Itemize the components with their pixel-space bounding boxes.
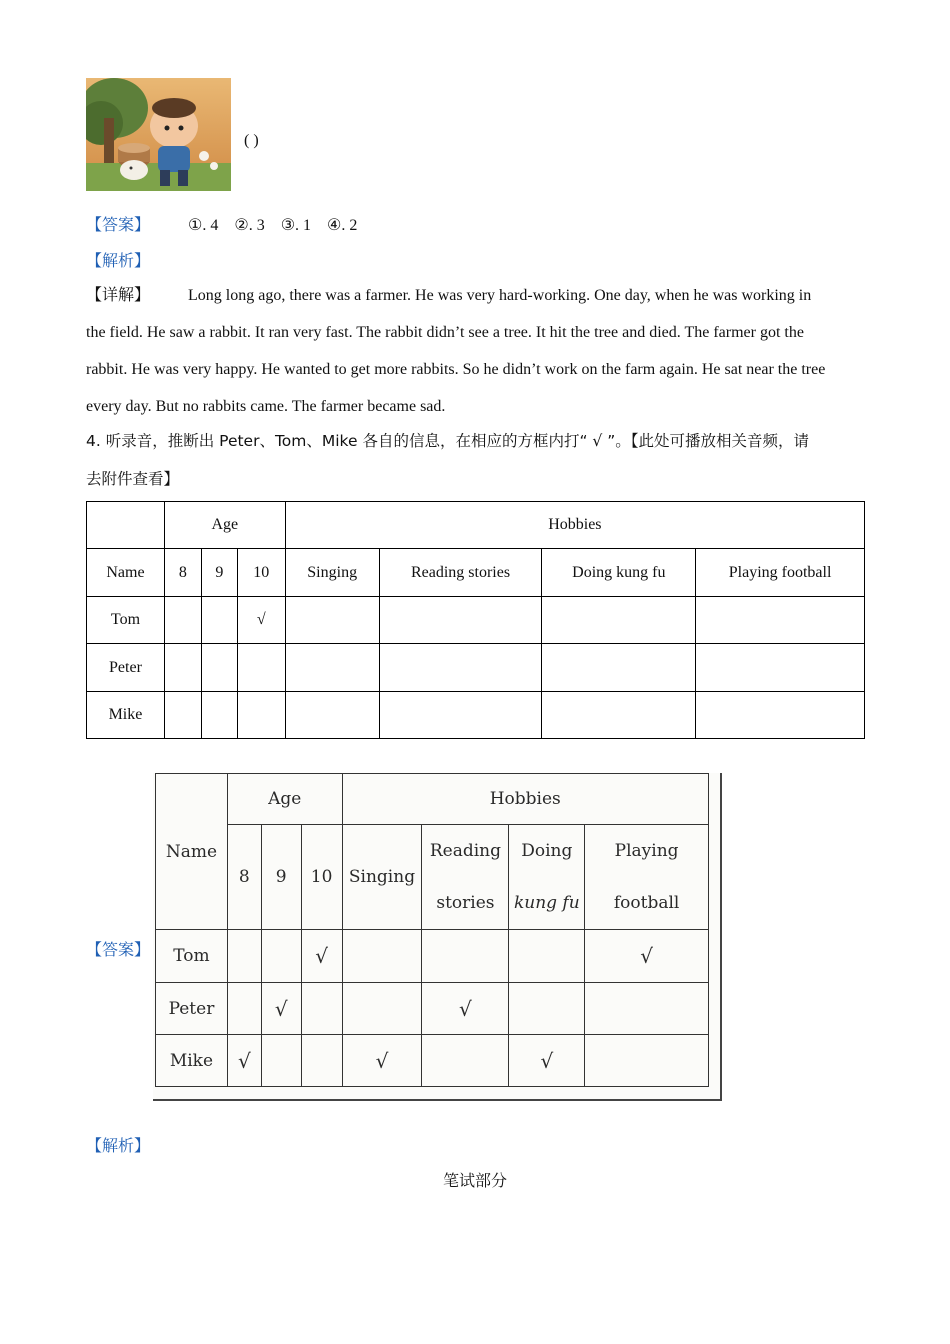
answer-text: ①. 4 ②. 3 ③. 1 ④. 2	[188, 217, 358, 234]
row-name: Mike	[87, 692, 165, 739]
check-cell[interactable]	[285, 644, 379, 692]
check-cell[interactable]	[542, 644, 696, 692]
table-row	[87, 644, 865, 692]
age-9-header: 9	[201, 549, 237, 597]
check-cell[interactable]	[379, 644, 542, 692]
check-cell	[422, 1035, 509, 1087]
hobby-football-header: Playing football	[696, 549, 865, 597]
row-name: Peter	[156, 983, 228, 1035]
age-8-header: 8	[164, 549, 201, 597]
hobbies-header: Hobbies	[285, 502, 864, 549]
check-cell[interactable]	[696, 597, 865, 644]
question-4-table	[86, 501, 865, 739]
question-4-text-cont: 去附件查看】	[86, 470, 180, 488]
check-cell[interactable]	[164, 644, 201, 692]
answer-age-8: 8	[227, 825, 261, 930]
check-cell[interactable]	[696, 692, 865, 739]
check-cell	[301, 983, 342, 1035]
row-name: Mike	[156, 1035, 228, 1087]
table-row	[87, 597, 865, 644]
table-corner-cell	[87, 502, 165, 549]
section-title: 笔试部分	[442, 1171, 507, 1190]
hobby-line: football	[613, 893, 680, 913]
answer-hobby-singing	[342, 825, 422, 930]
answer-hobbies-header: Hobbies	[342, 774, 708, 825]
check-cell: √	[261, 983, 301, 1035]
check-cell[interactable]	[379, 597, 542, 644]
analysis-label: 【解析】	[86, 1138, 151, 1155]
answer-hobby-football	[585, 825, 709, 930]
check-cell: √	[342, 1035, 422, 1087]
hobby-singing-header: Singing	[285, 549, 379, 597]
check-cell	[342, 983, 422, 1035]
check-cell[interactable]	[237, 644, 285, 692]
row-name: Peter	[87, 644, 165, 692]
answer-age-9: 9	[261, 825, 301, 930]
hobby-line: Doing	[521, 841, 573, 861]
check-cell: √	[585, 930, 709, 983]
row-name: Tom	[87, 597, 165, 644]
table-row	[156, 983, 709, 1035]
check-cell: √	[227, 1035, 261, 1087]
check-cell	[261, 1035, 301, 1087]
check-cell[interactable]	[285, 692, 379, 739]
check-cell[interactable]	[542, 597, 696, 644]
table-row	[156, 930, 709, 983]
hobby-line: Playing	[614, 841, 679, 861]
answer-age-10: 10	[301, 825, 342, 930]
hobby-line: Reading	[429, 841, 501, 861]
answer-hobby-kungfu	[509, 825, 585, 930]
check-cell	[509, 983, 585, 1035]
check-cell	[227, 930, 261, 983]
check-cell[interactable]	[696, 644, 865, 692]
answer-name-header: Name	[156, 774, 228, 930]
answer-table-image	[153, 773, 722, 1101]
detail-line: every day. But no rabbits came. The farmer became sad.	[86, 398, 446, 415]
answer-table	[155, 773, 709, 1087]
check-cell[interactable]	[164, 692, 201, 739]
check-cell	[585, 983, 709, 1035]
farmer-rabbit-cartoon-icon	[86, 78, 231, 191]
check-cell[interactable]	[285, 597, 379, 644]
hobby-kungfu-header: Doing kung fu	[542, 549, 696, 597]
check-cell[interactable]	[237, 692, 285, 739]
check-cell[interactable]	[379, 692, 542, 739]
hobby-line: stories	[436, 893, 495, 913]
answer-age-header: Age	[227, 774, 342, 825]
check-cell[interactable]	[201, 644, 237, 692]
answer-label: 【答案】	[86, 942, 151, 959]
table-row	[156, 1035, 709, 1087]
hobby-line: Singing	[348, 867, 416, 887]
table-row	[87, 692, 865, 739]
hobby-reading-header: Reading stories	[379, 549, 542, 597]
detail-line: Long long ago, there was a farmer. He was very hard-working. One day, when he was working in	[188, 287, 812, 304]
check-cell[interactable]: √	[237, 597, 285, 644]
scan-border-bottom	[153, 1099, 722, 1101]
check-cell[interactable]	[542, 692, 696, 739]
question-4-text: 4. 听录音，推断出 Peter、Tom、Mike 各自的信息，在相应的方框内打“ √ ”。【此处可播放相关音频，请	[86, 432, 809, 450]
check-cell[interactable]	[201, 597, 237, 644]
check-cell[interactable]	[164, 597, 201, 644]
check-cell: √	[509, 1035, 585, 1087]
detail-line: rabbit. He was very happy. He wanted to get more rabbits. So he didn’t work on the farm again. He sat near the tree	[86, 361, 826, 378]
check-cell: √	[301, 930, 342, 983]
check-cell[interactable]	[201, 692, 237, 739]
age-header: Age	[164, 502, 285, 549]
analysis-label: 【解析】	[86, 253, 151, 270]
check-cell	[422, 930, 509, 983]
check-cell	[585, 1035, 709, 1087]
detail-line: the field. He saw a rabbit. It ran very fast. The rabbit didn’t see a tree. It hit the tree and died. The farmer got the	[86, 324, 804, 341]
answer-hobby-reading	[422, 825, 509, 930]
name-header: Name	[87, 549, 165, 597]
check-cell	[227, 983, 261, 1035]
check-cell	[301, 1035, 342, 1087]
row-name: Tom	[156, 930, 228, 983]
scan-border-right	[720, 773, 722, 1101]
check-cell	[509, 930, 585, 983]
answer-label: 【答案】	[86, 217, 151, 234]
check-cell	[261, 930, 301, 983]
farmer-rabbit-illustration	[86, 78, 231, 191]
check-cell: √	[422, 983, 509, 1035]
age-10-header: 10	[237, 549, 285, 597]
detail-label: 【详解】	[86, 287, 151, 304]
answer-blank: ( )	[244, 132, 259, 149]
check-cell	[342, 930, 422, 983]
hobby-line: kung fu	[513, 893, 580, 913]
